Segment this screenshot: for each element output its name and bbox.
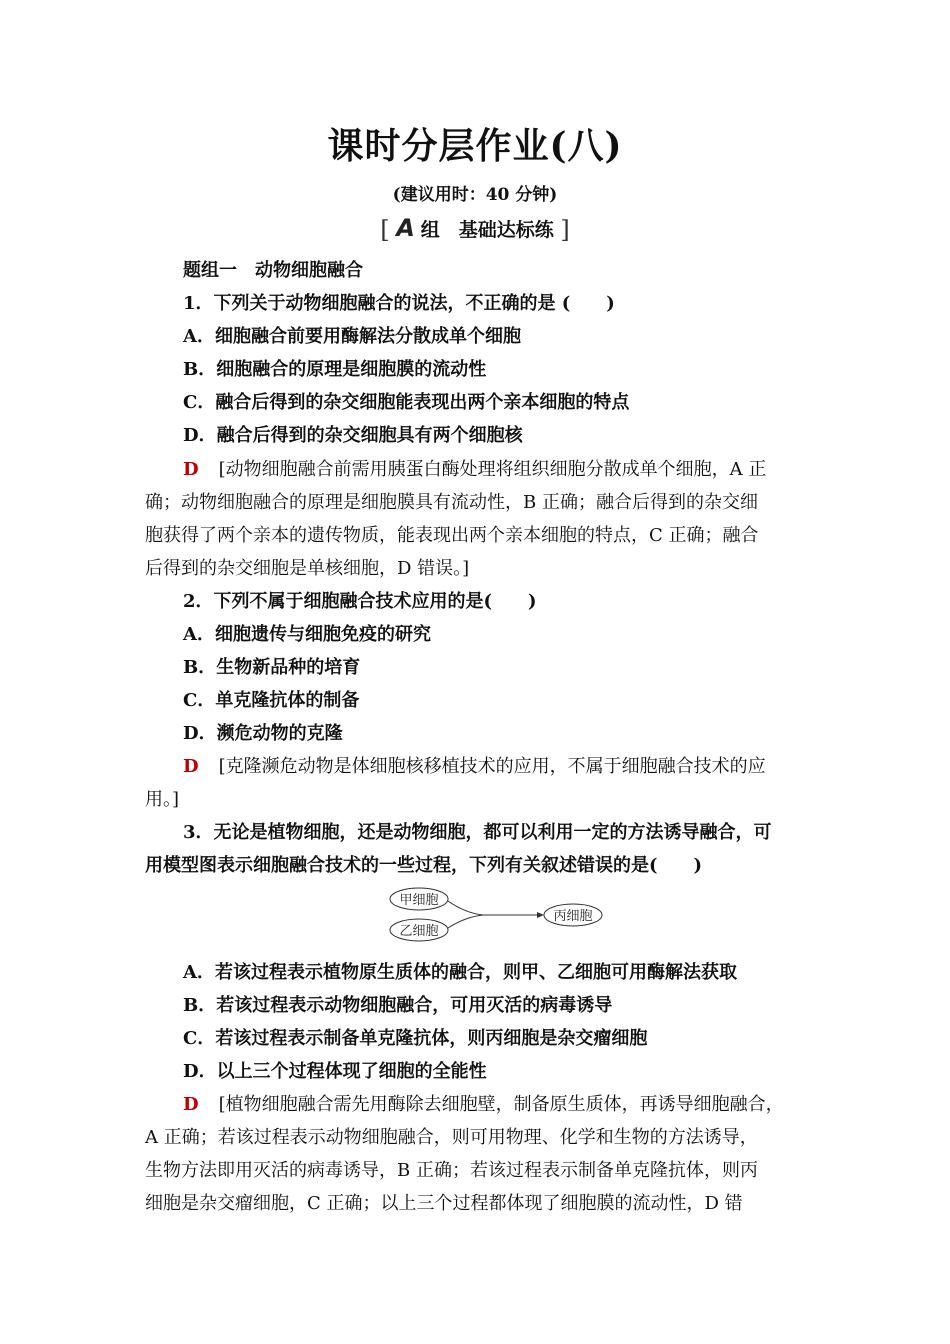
- cell-c-label: 丙细胞: [553, 909, 593, 924]
- merge-lines: [448, 901, 483, 928]
- q2-option-b: B．生物新品种的培育: [183, 657, 361, 678]
- page-title: 课时分层作业(八): [327, 125, 623, 167]
- cell-fusion-diagram: [385, 883, 605, 945]
- arrow-head-icon: [537, 912, 544, 918]
- q1-option-a: A．细胞融合前要用酶解法分散成单个细胞: [183, 326, 521, 347]
- q3-explanation-4: 细胞是杂交瘤细胞，C 正确；以上三个过程都体现了细胞膜的流动性，D 错: [145, 1193, 743, 1214]
- q2-explanation-2: 用。]: [145, 789, 180, 810]
- q3-explanation-3: 生物方法即用灭活的病毒诱导，B 正确；若该过程表示制备单克隆抗体，则丙: [145, 1160, 758, 1181]
- group-label: [0, 214, 950, 244]
- group-bracket-right: ]: [560, 216, 570, 244]
- cell-a-label: 甲细胞: [399, 893, 439, 908]
- q1-option-d: D．融合后得到的杂交细胞具有两个细胞核: [183, 425, 523, 446]
- q1-explanation-1: [动物细胞融合前需用胰蛋白酶处理将组织细胞分散成单个细胞，A 正: [218, 459, 767, 480]
- q1-answer-line: [183, 455, 766, 481]
- q3-stem-2: 用模型图表示细胞融合技术的一些过程，下列有关叙述错误的是( ): [145, 855, 703, 876]
- cell-b-label: 乙细胞: [399, 924, 439, 939]
- q2-stem: 2．下列不属于细胞融合技术应用的是( ): [183, 591, 537, 612]
- q1-explanation-3: 胞获得了两个亲本的遗传物质，能表现出两个亲本细胞的特点，C 正确；融合: [145, 525, 759, 546]
- group-a-icon: A: [396, 214, 415, 242]
- q2-answer-line: [183, 752, 766, 778]
- q1-option-c: C．融合后得到的杂交细胞能表现出两个亲本细胞的特点: [183, 392, 630, 413]
- q1-answer: D: [183, 459, 199, 480]
- q3-option-b: B．若该过程表示动物细胞融合，可用灭活的病毒诱导: [183, 995, 613, 1016]
- q2-option-c: C．单克隆抗体的制备: [183, 690, 360, 711]
- q3-answer-line: [183, 1090, 784, 1116]
- q3-stem-1: 3．无论是植物细胞，还是动物细胞，都可以利用一定的方法诱导融合，可: [183, 822, 772, 843]
- q1-explanation-2: 确；动物细胞融合的原理是细胞膜具有流动性，B 正确；融合后得到的杂交细: [145, 492, 758, 513]
- q2-explanation-1: [克隆濒危动物是体细胞核移植技术的应用，不属于细胞融合技术的应: [218, 756, 766, 777]
- suggested-time: (建议用时：40 分钟): [392, 185, 558, 205]
- q2-answer: D: [183, 756, 199, 777]
- section-heading: 题组一 动物细胞融合: [183, 260, 363, 281]
- group-label-text: 组 基础达标练: [420, 219, 554, 241]
- q3-option-a: A．若该过程表示植物原生质体的融合，则甲、乙细胞可用酶解法获取: [183, 962, 737, 983]
- q3-option-c: C．若该过程表示制备单克隆抗体，则丙细胞是杂交瘤细胞: [183, 1028, 648, 1049]
- q1-explanation-4: 后得到的杂交细胞是单核细胞，D 错误。]: [145, 558, 470, 579]
- q3-explanation-2: A 正确；若该过程表示动物细胞融合，则可用物理、化学和生物的方法诱导，: [145, 1127, 758, 1148]
- q3-answer: D: [183, 1094, 199, 1115]
- q2-option-a: A．细胞遗传与细胞免疫的研究: [183, 624, 431, 645]
- q2-option-d: D．濒危动物的克隆: [183, 723, 343, 744]
- q3-explanation-1: [植物细胞融合需先用酶除去细胞壁，制备原生质体，再诱导细胞融合，: [218, 1094, 784, 1115]
- q1-option-b: B．细胞融合的原理是细胞膜的流动性: [183, 359, 487, 380]
- group-bracket-left: [: [380, 216, 390, 244]
- q1-stem: 1．下列关于动物细胞融合的说法，不正确的是 ( ): [183, 293, 615, 314]
- q3-option-d: D．以上三个过程体现了细胞的全能性: [183, 1061, 487, 1082]
